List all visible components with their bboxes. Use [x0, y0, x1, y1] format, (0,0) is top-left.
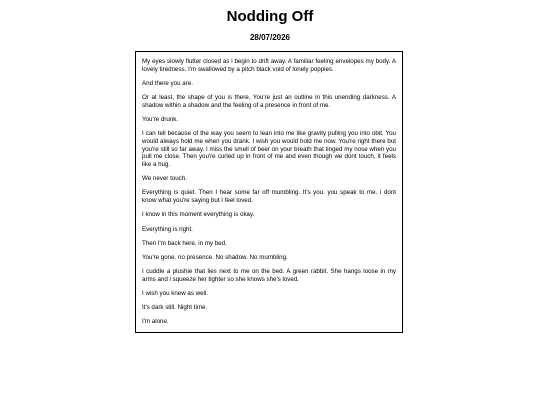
paragraph: I can tell because of the way you seem to lean into me like gravity pulling you into obit. You would always hold me when you drank. I wish you would hold me now. You're right there but you're still so far away. I miss the smell of beer on your breath that tinged my nose when you pull me close. Then you're curled up in front of me and even though we dont touch, it feels like a hug. [142, 130, 396, 169]
page-title: Nodding Off [226, 8, 314, 25]
paragraph: It's dark still. Night time. [142, 304, 208, 312]
paragraph: I'm alone. [142, 318, 169, 326]
paragraph: My eyes slowly flutter closed as i begin to drift away. A familiar feeling envelopes my body. A lovely tiredness. I'm swallowed by a pitch black void of lonely poppies. [142, 58, 396, 73]
paragraph: Everything is right. [142, 225, 193, 233]
paragraph: I wish you knew as well. [142, 290, 209, 298]
text-body-box [135, 51, 403, 333]
paragraph: Then I'm back here. in my bed. [142, 239, 227, 247]
paragraph: Or at least, the shape of you is there. You're just an outline in this unending darkness. A shadow within a shadow and the feeling of a presence in front of me. [142, 94, 396, 109]
paragraph: We never touch. [142, 175, 187, 183]
paragraph: You're gone. no presence. No shadow. No mumbling. [142, 253, 288, 261]
paragraph: I cuddle a plushie that lies next to me on the bed. A green rabbit. She hangs loose in my arms and i squeeze her tighter so she knows she's loved. [142, 268, 396, 283]
document-date: 28/07/2026 [249, 33, 291, 42]
paragraph: And there you are. [142, 79, 193, 87]
paragraph: I know in this moment everything is okay. [142, 211, 255, 219]
paragraph: You're drunk. [142, 116, 179, 124]
paragraph: Everything is quiet. Then I hear some far off mumbling. It's you. you speak to me. i dont know what you're saying but I feel loved. [142, 189, 396, 205]
